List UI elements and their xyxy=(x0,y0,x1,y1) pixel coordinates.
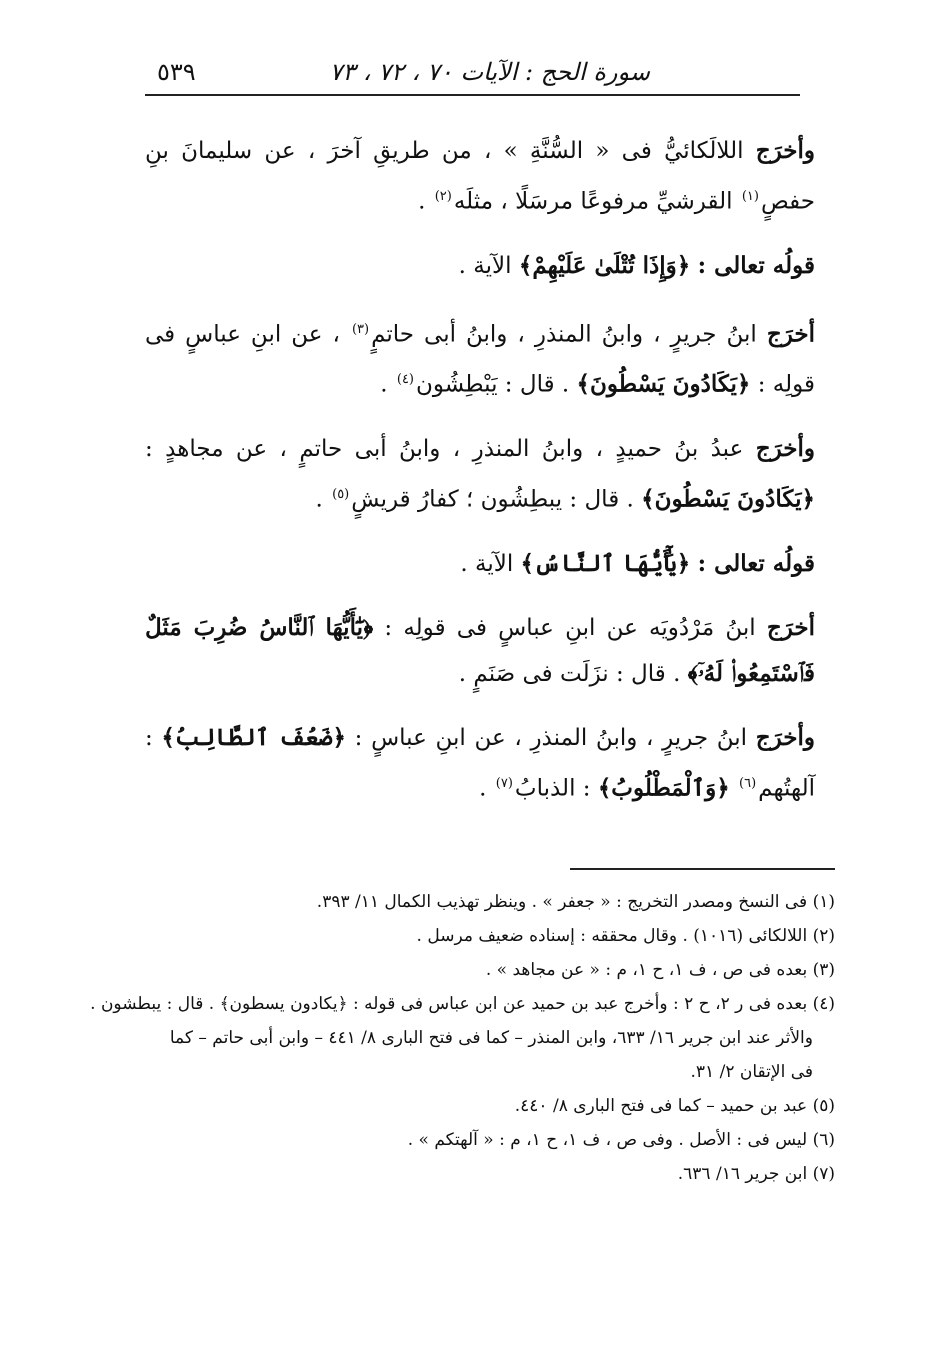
paragraph-text: اللالَكائيُّ فى « السُّنَّةِ » ، من طريقِ آخرَ ، عن سليمانَ بنِ حفصٍ xyxy=(145,138,815,215)
paragraph-text: . xyxy=(418,188,426,215)
paragraph-lead: وأخرَج xyxy=(755,137,816,164)
paragraph-text: ، عن ابنِ عباسٍ فى قولِه : xyxy=(145,321,815,398)
paragraph-text: . xyxy=(479,775,487,802)
footnote-4-continuation: والأثر عند ابن جرير ١٦/ ٦٣٣، وابن المنذر – كما فى فتح البارى ٨/ ٤٤١ – وابن أبى حاتم – كما فى الإتقان ٢/ ٣١. xyxy=(169,1028,813,1082)
heading-text: الآية . xyxy=(460,550,514,577)
quran-quote: ﴿يَكَادُونَ يَسْطُونَ﴾ xyxy=(576,370,751,398)
paragraph-text: ابنُ جريرٍ ، وابنُ المنذرِ ، وابنُ أبى حاتمٍ xyxy=(371,321,757,348)
paragraph-text: القرشيِّ مرفوعًا مرسَلًا ، مثلَه xyxy=(453,188,733,215)
footnote-marker[interactable]: (٣) xyxy=(351,321,370,337)
verse-heading-2 xyxy=(145,541,815,587)
footnote-7: (٧) ابن جرير ١٦/ ٦٣٦. xyxy=(677,1164,835,1184)
footnote-marker[interactable]: (٢) xyxy=(434,189,452,204)
paragraph-text: ابنُ جريرٍ ، وابنُ المنذرِ ، عن ابنِ عباسٍ : xyxy=(354,724,748,751)
quran-quote: ﴿يَكَادُونَ يَسْطُونَ﴾ xyxy=(641,485,815,513)
paragraph-text: . قال : يبطِشُون ؛ كفارُ قريشٍ xyxy=(351,486,634,513)
paragraph-lead: وأخرَج xyxy=(755,434,815,462)
quran-quote: ﴿يَٰٓأَيُّهَا ٱلنَّاسُ﴾ xyxy=(520,549,691,577)
heading-lead: قولُه تعالى : xyxy=(697,251,815,279)
running-title: سورة الحج : الآيات ٧٠ ، ٧٢ ، ٧٣ xyxy=(329,58,650,86)
heading-lead: قولُه تعالى : xyxy=(697,549,815,577)
footnote-1: (١) فى النسخ ومصدر التخريج : « جعفر » . وينظر تهذيب الكمال ١١/ ٣٩٣. xyxy=(316,892,835,912)
footnote-marker[interactable]: (٥) xyxy=(332,486,350,502)
footnote-2: (٢) اللالكائى (١٠١٦) . وقال محققه : إسناده ضعيف مرسل . xyxy=(416,926,835,946)
footnote-5: (٥) عبد بن حميد – كما فى فتح البارى ٨/ ٤٤٠. xyxy=(514,1096,835,1116)
footnote-marker[interactable]: (٤) xyxy=(396,372,414,388)
paragraph-text: ابنُ مَرْدُويَه عن ابنِ عباسٍ فى قولِه : xyxy=(384,614,756,641)
paragraph-2 xyxy=(145,307,815,408)
footnote-6: (٦) ليس فى : الأصل . وفى ص ، ف ١، ح ١، م : « آلهتكم » . xyxy=(407,1130,835,1150)
footnote-marker[interactable]: (٦) xyxy=(739,775,757,791)
quran-quote: ﴿ضَعُفَ ٱلطَّالِبُ﴾ xyxy=(161,723,346,751)
quran-quote: ﴿وَٱلْمَطْلُوبُ﴾ xyxy=(597,774,730,802)
quran-quote: ﴿وَإِذَا تُتْلَىٰ عَلَيْهِمْ﴾ xyxy=(518,251,691,279)
paragraph-text: : الذبابُ xyxy=(514,775,591,802)
paragraph-text: . قال : نزَلَت فى صَنَمٍ . xyxy=(458,660,681,687)
footnotes xyxy=(90,885,835,1191)
main-text xyxy=(145,128,815,829)
page-header xyxy=(145,52,800,96)
paragraph-text: : آلهتُهم xyxy=(145,724,815,802)
paragraph-lead: وأخرَج xyxy=(755,723,816,751)
paragraph-3 xyxy=(145,426,815,523)
paragraph-text: . xyxy=(315,486,323,513)
page-number: ٥٣٩ xyxy=(157,58,196,86)
paragraph-text: . قال : يَبْطِشُون xyxy=(416,371,570,398)
footnote-4: (٤) بعده فى ر ٢، ح ٢ : وأخرج عبد بن حميد عن ابن عباس فى قوله : ﴿يكادون يسطون﴾ . قال : يبطشون . xyxy=(90,994,835,1014)
footnote-marker[interactable]: (١) xyxy=(741,189,759,204)
header-rule xyxy=(145,94,800,96)
paragraph-1 xyxy=(145,128,815,225)
footnote-marker[interactable]: (٧) xyxy=(495,775,513,791)
paragraph-lead: أخرَج xyxy=(766,320,815,348)
paragraph-5 xyxy=(145,715,815,812)
heading-text: الآية . xyxy=(458,252,512,279)
paragraph-4 xyxy=(145,605,815,697)
paragraph-text: عبدُ بنُ حميدٍ ، وابنُ المنذرِ ، وابنُ أبى حاتمٍ ، عن مجاهدٍ : xyxy=(145,435,744,462)
paragraph-text: . xyxy=(380,371,388,398)
footnote-separator xyxy=(570,868,835,870)
verse-heading-1 xyxy=(145,243,815,289)
paragraph-lead: أخرَج xyxy=(766,613,816,641)
quran-quote: ﴿يَٰٓأَيُّهَا ٱلنَّاسُ ضُرِبَ مَثَلٌ فَٱسْتَمِعُوا۟ لَهُۥٓ﴾ xyxy=(145,613,815,687)
footnote-3: (٣) بعده فى ص ، ف ١، ح ١، م : « عن مجاهد » . xyxy=(485,960,835,980)
